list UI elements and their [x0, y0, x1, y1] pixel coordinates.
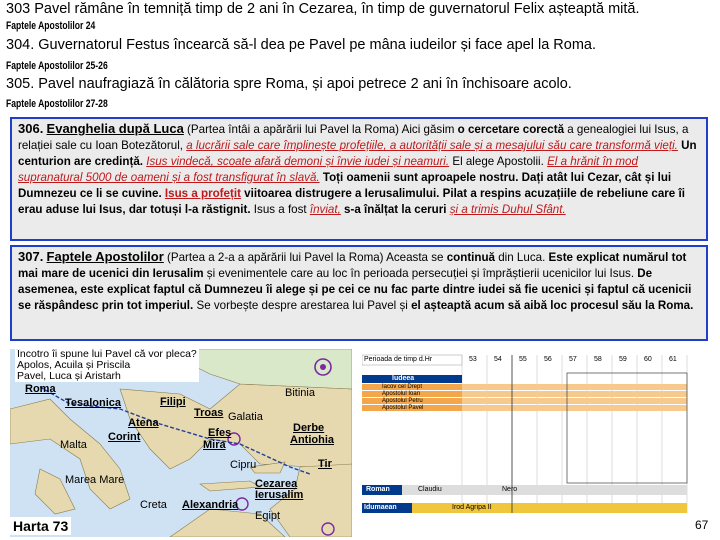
- ref-acts-24: Faptele Apostolilor 24: [6, 20, 96, 32]
- page-number: 67: [695, 518, 709, 532]
- map-label-cipru: Cipru: [230, 459, 257, 471]
- row-ioan: Apostolul Ioan: [382, 391, 421, 397]
- map-label-galatia: Galatia: [228, 411, 263, 423]
- row-pavel: Apostolul Pavel: [382, 405, 424, 411]
- map-title: Harta 73: [10, 517, 71, 535]
- timeline-header: Perioada de timp d.Hr: [364, 356, 433, 363]
- text-bold: De asemenea, este explicat faptul că Dumnezeu îi alege și pe cei ce nu fac parte dintre iudei să fie ucenici și faptul că ucenicii se răspândesc prin tot imperiul.: [18, 267, 692, 312]
- map-label-ierusalim: Ierusalim: [255, 489, 304, 501]
- text-italic: a lucrării sale care împlinește profețiile, a autorității sale și a mesajului său care transformă vieți.: [186, 139, 678, 152]
- map-label-atena: Atena: [128, 417, 159, 429]
- ref-acts-27-28: Faptele Apostolilor 27-28: [6, 98, 108, 110]
- map-label-troas: Troas: [194, 407, 224, 419]
- ref-acts-25-26: Faptele Apostolilor 25-26: [6, 60, 108, 72]
- text-bold: Un centurion are credință.: [18, 139, 697, 168]
- line-304: 304. Guvernatorul Festus încearcă să-l dea pe Pavel pe mâna iudeilor și face apel la Roma.: [6, 37, 596, 53]
- year-56: 56: [544, 356, 552, 363]
- map-label-roma: Roma: [25, 383, 56, 395]
- roman-claudiu: Claudiu: [418, 486, 442, 493]
- text: din Luca.: [495, 251, 549, 264]
- map-label-efes: Efes: [208, 427, 232, 439]
- row-petru: Apostolul Petru: [382, 398, 423, 404]
- map-label-malta: Malta: [60, 439, 87, 451]
- year-53: 53: [469, 356, 477, 363]
- map-label-mira: Mira: [203, 439, 226, 451]
- text: Se vorbește despre arestarea lui Pavel și: [193, 299, 412, 312]
- row-roman: Roman: [366, 486, 390, 493]
- map-label-egipt: Egipt: [255, 510, 281, 522]
- year-60: 60: [644, 356, 652, 363]
- map-caption: Încotro îi spune lui Pavel că vor pleca? Apolos, Acuila și Priscila Pavel, Luca și Aristarh: [17, 349, 197, 382]
- map-harta-73: [10, 349, 352, 537]
- text-bold: s-a înălțat la ceruri: [340, 203, 450, 216]
- row-iacov: Iacov cel Drept: [382, 384, 423, 390]
- section-306: [10, 117, 708, 241]
- section-307-title: Faptele Apostolilor: [46, 249, 164, 264]
- section-306-number: 306.: [18, 121, 44, 136]
- text-italic: Isus vindecă, scoate afară demoni și învie iudei și neamuri.: [146, 155, 450, 168]
- map-label-filipi: Filipi: [160, 396, 186, 408]
- text-italic: înviat,: [309, 203, 341, 216]
- map-label-alexandria: Alexandria: [182, 499, 239, 511]
- text-bold: o cercetare corectă: [457, 123, 565, 136]
- year-57: 57: [569, 356, 577, 363]
- text-bold: viitoarea distrugere a Ierusalimului.: [240, 187, 440, 200]
- text-bold: Este explicat numărul tot mai mare de ucenici din Ierusalim: [18, 251, 687, 280]
- line-305: 305. Pavel naufragiază în călătoria spre Roma, și apoi petrece 2 ani în închisoare acolo.: [6, 76, 572, 92]
- text: și evenimentele care au loc în perioada persecuției și împrăștierii ucenicilor lui Isus.: [203, 267, 638, 280]
- map-label-creta: Creta: [140, 499, 167, 511]
- text: El alege Apostolii.: [449, 155, 548, 168]
- section-307: [10, 245, 708, 341]
- map-label-corint: Corint: [108, 431, 141, 443]
- text-bold: Toți oamenii sunt aproapele nostru. Dați atât lui Cezar, cât și lui Dumnezeu ce li se cuvine.: [18, 171, 672, 200]
- text: (Partea a 2-a a apărării lui Pavel la Roma) Aceasta se: [163, 251, 447, 264]
- year-61: 61: [669, 356, 677, 363]
- text: (Partea întâi a apărării lui Pavel la Roma) Aici găsim: [183, 123, 458, 136]
- year-59: 59: [619, 356, 627, 363]
- text-bold: continuă: [446, 251, 496, 264]
- map-label-cezarea: Cezarea: [255, 478, 298, 490]
- text-bold: Pilat a respins acuzațiile de rebeliune care îi erau aduse lui Isus, dar totuși l-a răstignit.: [18, 187, 685, 216]
- row-idumaean: Idumaean: [364, 504, 397, 511]
- year-54: 54: [494, 356, 502, 363]
- section-306-title: Evanghelia după Luca: [46, 121, 184, 136]
- timeline-chart: [362, 353, 692, 523]
- idumaean-agripa: Irod Agripa II: [452, 504, 492, 511]
- text-italic: El a hrănit în mod supranatural 5000 de oameni și a fost transfigurat în slavă.: [18, 155, 638, 184]
- text: a genealogiei lui Isus, a relației sale cu Ioan Botezătorul,: [18, 123, 689, 152]
- map-label-bitinia: Bitinia: [285, 387, 315, 399]
- map-label-marea-mare: Marea Mare: [65, 474, 125, 486]
- text-bold: el așteaptă acum să aibă loc procesul său la Roma.: [411, 299, 694, 312]
- row-iudeea: Iudeea: [392, 375, 415, 382]
- map-label-tir: Tir: [318, 458, 332, 470]
- year-55: 55: [519, 356, 527, 363]
- year-58: 58: [594, 356, 602, 363]
- text-italic: și a trimis Duhul Sfânt.: [449, 203, 566, 216]
- roman-nero: Nero: [502, 486, 518, 493]
- map-label-antiohia: Antiohia: [290, 434, 334, 446]
- map-label-derbe: Derbe: [293, 422, 325, 434]
- map-label-tesalonica: Tesalonica: [65, 397, 122, 409]
- section-307-number: 307.: [18, 249, 44, 264]
- text-bold: Isus a profețit: [164, 187, 241, 200]
- line-303: 303 Pavel rămâne în temniță timp de 2 ani în Cezarea, în timp de guvernatorul Felix așteaptă mită.: [6, 1, 640, 17]
- text: Isus a fost: [250, 203, 310, 216]
